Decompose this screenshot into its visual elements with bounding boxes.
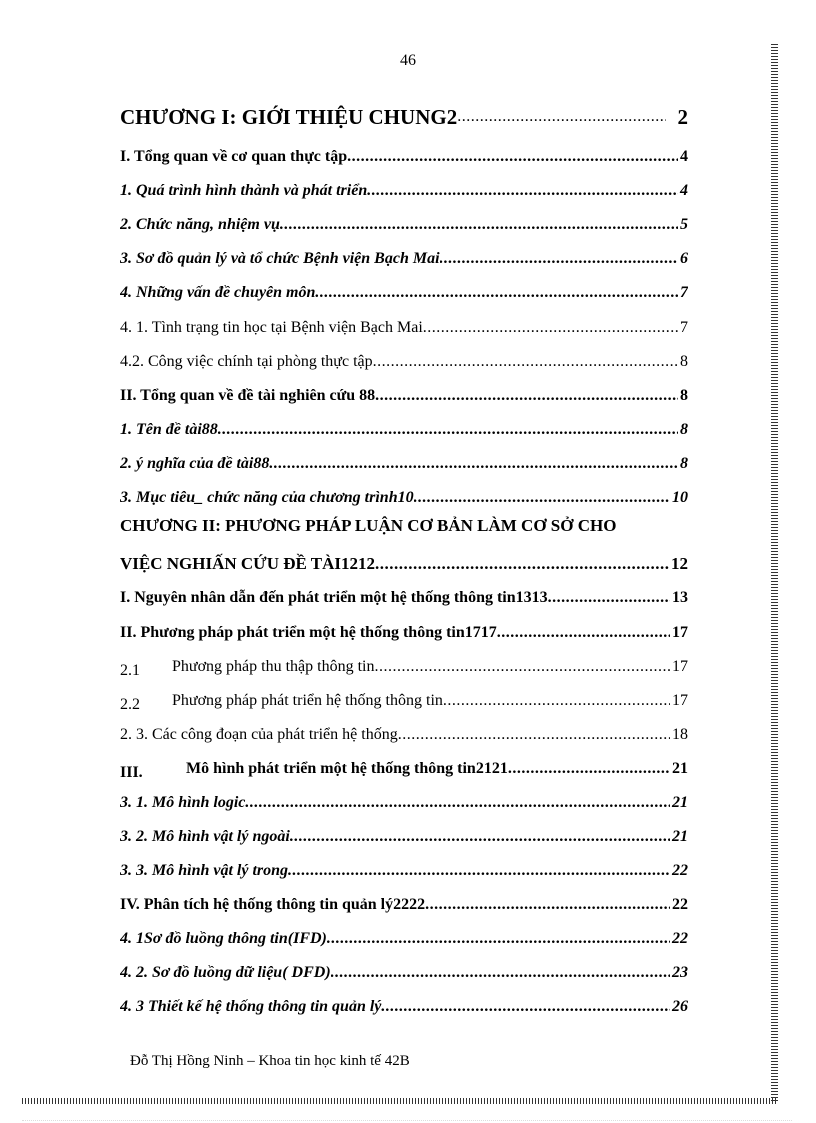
toc-title: II. Phương pháp phát triển một hệ thống thông tin1717: [120, 624, 497, 641]
toc-page: 4: [680, 148, 688, 165]
toc-page: 12: [671, 554, 688, 573]
toc-page: 22: [672, 930, 688, 947]
toc-title: 4. Những vấn đề chuyên môn: [120, 284, 316, 301]
toc-title: 4. 1Sơ đồ luồng thông tin(IFD): [120, 930, 327, 947]
toc-page: 2: [677, 105, 688, 129]
toc-leader: [398, 725, 670, 745]
toc-leader: [269, 454, 678, 474]
page-footer: Đỗ Thị Hồng Ninh – Khoa tin học kinh tế 42B: [130, 1053, 410, 1069]
toc-title: 1. Quá trình hình thành và phát triển: [120, 182, 368, 199]
toc-page: 8: [680, 421, 688, 438]
toc-chapter-2-line1[interactable]: CHƯƠNG II: PHƯƠNG PHÁP LUẬN CƠ BẢN LÀM CƠ SỞ CHO: [120, 516, 617, 535]
toc-leader: [443, 691, 670, 711]
toc-leader: [288, 861, 670, 881]
toc-title: Phương pháp phát triển hệ thống thông tin: [172, 692, 443, 709]
toc-page: 8: [680, 353, 688, 370]
toc-title: Mô hình phát triển một hệ thống thông tin2121: [186, 760, 508, 777]
toc-title: 3. 3. Mô hình vật lý trong: [120, 862, 289, 879]
toc-entry[interactable]: [120, 175, 688, 201]
toc-title: 2. 3. Các công đoạn của phát triển hệ thống: [120, 726, 398, 743]
toc-entry[interactable]: [120, 380, 688, 406]
toc-leader: [375, 554, 669, 574]
toc-entry[interactable]: [120, 482, 688, 508]
toc-leader: [373, 352, 678, 372]
toc-entry[interactable]: [120, 889, 688, 915]
toc-entry[interactable]: [120, 651, 688, 677]
toc-entry[interactable]: [120, 209, 688, 235]
toc-entry[interactable]: [120, 141, 688, 167]
toc-page: 13: [672, 589, 688, 606]
toc-page: 21: [672, 828, 688, 845]
toc-leader: [425, 895, 670, 915]
toc-entry[interactable]: [120, 991, 688, 1017]
toc-leader: [245, 793, 670, 813]
page-border-bottom: [22, 1098, 778, 1104]
toc-title: Phương pháp thu thập thông tin: [172, 658, 375, 675]
toc-entry[interactable]: [120, 414, 688, 440]
toc-title: 2. Chức năng, nhiệm vụ: [120, 216, 280, 233]
page-edge-line: [22, 1120, 792, 1122]
toc-number: 2.1: [120, 662, 140, 677]
toc-entry[interactable]: [120, 821, 688, 847]
toc-leader: [331, 963, 670, 983]
toc-leader: [367, 181, 678, 201]
toc-entry[interactable]: [120, 753, 688, 779]
toc-page: 6: [680, 250, 688, 267]
toc-leader: [290, 827, 670, 847]
toc-page: 22: [672, 862, 688, 879]
toc-page: 21: [672, 794, 688, 811]
toc-chapter-2[interactable]: [120, 548, 688, 574]
toc-leader: [508, 759, 670, 779]
toc-page: 8: [680, 387, 688, 404]
toc-page: 4: [680, 182, 688, 199]
toc-leader: [423, 318, 678, 338]
toc-entry[interactable]: [120, 582, 688, 608]
toc-title: 3. 2. Mô hình vật lý ngoài: [120, 828, 290, 845]
toc-leader: [414, 488, 670, 508]
toc-page: 8: [680, 455, 688, 472]
toc-page: 17: [672, 658, 688, 675]
toc-leader: [347, 147, 678, 167]
toc-title: 4. 1. Tình trạng tin học tại Bệnh viện Bạch Mai: [120, 319, 423, 336]
page-number: 46: [400, 52, 416, 69]
toc-entry[interactable]: [120, 277, 688, 303]
toc-title: 4. 3 Thiết kế hệ thống thông tin quản lý: [120, 998, 382, 1015]
toc-page: 17: [672, 624, 688, 641]
toc-page: 7: [680, 284, 688, 301]
toc-chapter-1[interactable]: [120, 98, 688, 130]
toc-page: 22: [672, 896, 688, 913]
toc-page: 17: [672, 692, 688, 709]
toc-leader: [375, 386, 678, 406]
toc-page: 5: [680, 216, 688, 233]
toc-title: 3. Mục tiêu_ chức năng của chương trình10: [120, 489, 414, 506]
toc-entry[interactable]: [120, 243, 688, 269]
toc-title: 4. 2. Sơ đồ luồng dữ liệu( DFD): [120, 964, 331, 981]
toc-leader: [457, 104, 665, 130]
toc-entry[interactable]: [120, 312, 688, 338]
toc-title: 1. Tên đề tài88: [120, 421, 218, 438]
toc-entry[interactable]: [120, 855, 688, 881]
toc-title: 2. ý nghĩa của đề tài88: [120, 455, 270, 472]
toc-page: 23: [672, 964, 688, 981]
toc-page: 26: [672, 998, 688, 1015]
page-border-right: [771, 44, 778, 1102]
toc-leader: [280, 215, 678, 235]
toc-leader: [315, 283, 678, 303]
toc-leader: [497, 623, 670, 643]
toc-title: CHƯƠNG I: GIỚI THIỆU CHUNG2: [120, 105, 458, 129]
toc-title: 3. 1. Mô hình logic: [120, 794, 246, 811]
toc-title: I. Tổng quan về cơ quan thực tập: [120, 148, 348, 165]
toc-leader: [374, 657, 670, 677]
toc-entry[interactable]: [120, 957, 688, 983]
toc-leader: [440, 249, 678, 269]
toc-leader: [327, 929, 670, 949]
toc-page: 18: [672, 726, 688, 743]
toc-leader: [218, 420, 678, 440]
toc-title: VIỆC NGHIẤN CỨU ĐỀ TÀI1212: [120, 554, 376, 573]
toc-entry[interactable]: [120, 787, 688, 813]
toc-title: 4.2. Công việc chính tại phòng thực tập: [120, 353, 373, 370]
toc-number: 2.2: [120, 696, 140, 711]
toc-page: 10: [672, 489, 688, 506]
toc-leader: [381, 997, 670, 1017]
toc-page: 7: [680, 319, 688, 336]
toc-title: IV. Phân tích hệ thống thông tin quản lý2222: [120, 896, 426, 913]
toc-entry[interactable]: [120, 685, 688, 711]
toc-title: II. Tổng quan về đề tài nghiên cứu 88: [120, 387, 376, 404]
toc-leader: [548, 588, 670, 608]
toc-page: 21: [672, 760, 688, 777]
toc-entry[interactable]: [120, 346, 688, 372]
toc-entry[interactable]: [120, 923, 688, 949]
toc-title: I. Nguyên nhân dẫn đến phát triển một hệ thống thông tin1313: [120, 589, 548, 606]
toc-entry[interactable]: [120, 617, 688, 643]
toc-number: III.: [120, 764, 143, 779]
toc-title: 3. Sơ đồ quản lý và tổ chức Bệnh viện Bạch Mai: [120, 250, 440, 267]
toc-entry[interactable]: [120, 719, 688, 745]
toc-entry[interactable]: [120, 448, 688, 474]
